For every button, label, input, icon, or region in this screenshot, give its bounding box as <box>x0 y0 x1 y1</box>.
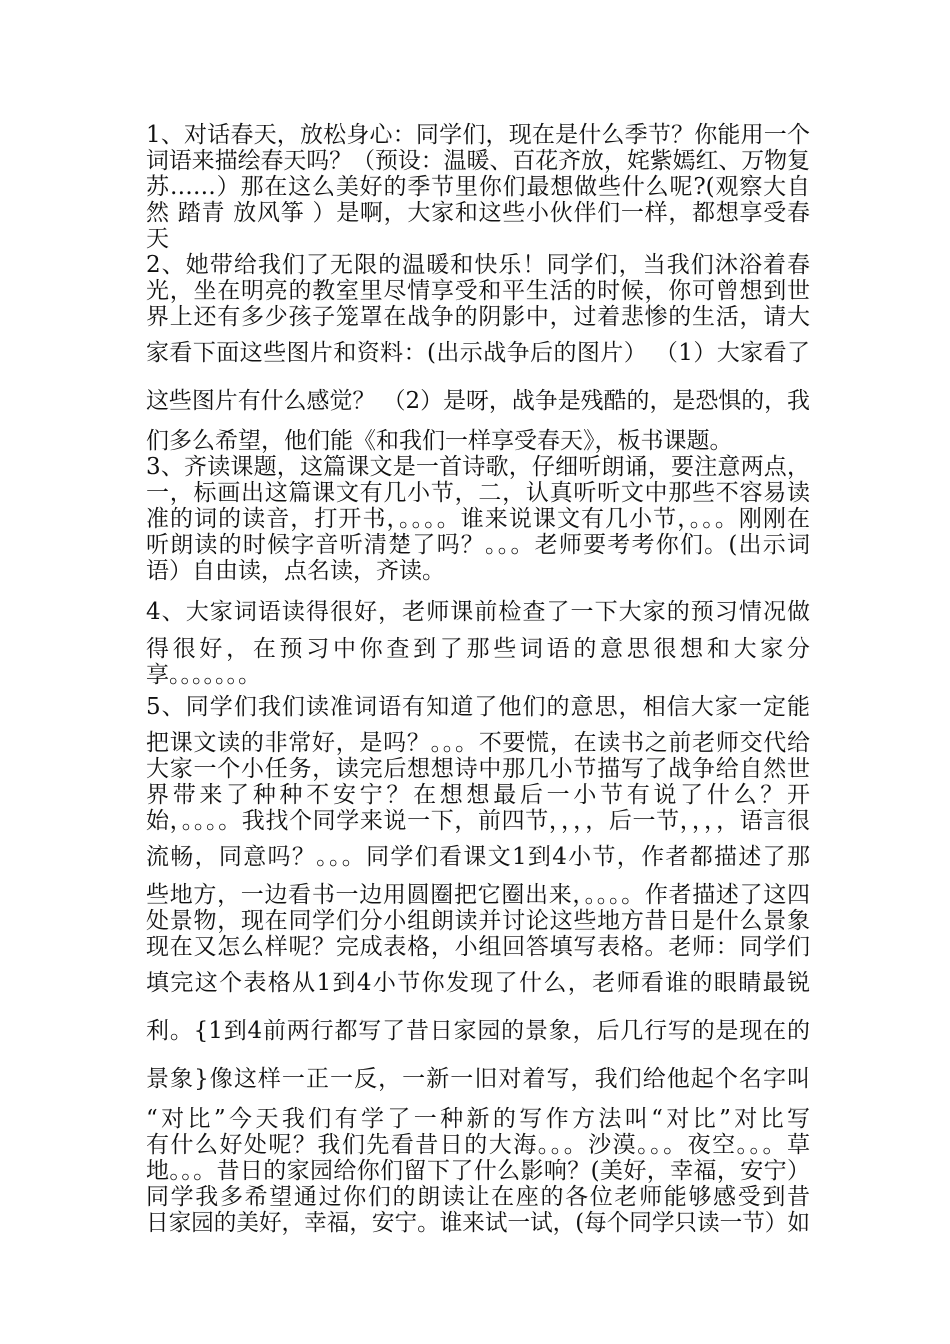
text-line: 4、大家词语读得很好，老师课前检查了一下大家的预习情况做 <box>146 599 810 625</box>
text-line: 1、对话春天，放松身心：同学们，现在是什么季节？你能用一个 <box>146 122 810 148</box>
text-line: 5、同学们我们读准词语有知道了他们的意思，相信大家一定能 <box>146 694 810 720</box>
text-line: 有什么好处呢？我们先看昔日的大海。。。沙漠。。。夜空。。。草 <box>146 1132 810 1158</box>
text-line: 家看下面这些图片和资料：(出示战争后的图片） （1）大家看了 <box>146 340 810 366</box>
text-line: “对比”今天我们有学了一种新的写作方法叫“对比”对比写 <box>146 1106 810 1132</box>
text-line: 处景物，现在同学们分小组朗读并讨论这些地方昔日是什么景象 <box>146 908 810 934</box>
text-line: 3、齐读课题，这篇课文是一首诗歌，仔细听朗诵，要注意两点， <box>146 454 810 480</box>
text-line: 地。。。昔日的家园给你们留下了什么影响？(美好，幸福，安宁） <box>146 1158 810 1184</box>
text-line: 准的词的读音，打开书，。。。。谁来说课文有几小节，。。。刚刚在 <box>146 506 810 532</box>
text-line: 天 <box>146 226 169 252</box>
text-line: 界上还有多少孩子笼罩在战争的阴影中，过着悲惨的生活，请大 <box>146 304 810 330</box>
text-line: 界带来了种种不安宁？在想想最后一小节有说了什么？开 <box>146 782 810 808</box>
text-line: 光，坐在明亮的教室里尽情享受和平生活的时候，你可曾想到世 <box>146 278 810 304</box>
text-line: 得很好，在预习中你查到了那些词语的意思很想和大家分 <box>146 636 810 662</box>
text-line: 语）自由读，点名读，齐读。 <box>146 558 445 584</box>
text-line: 苏……）那在这么美好的季节里你们最想做些什么呢?(观察大自 <box>146 174 810 200</box>
text-line: 现在又怎么样呢？完成表格，小组回答填写表格。老师：同学们 <box>146 934 810 960</box>
text-line: 日家园的美好，幸福，安宁。谁来试一试，(每个同学只读一节）如 <box>146 1210 810 1236</box>
text-line: 把课文读的非常好，是吗？。。。不要慌，在读书之前老师交代给 <box>146 730 810 756</box>
text-line: 始，。。。。我找个同学来说一下，前四节，，，，后一节，，，，语言很 <box>146 808 810 834</box>
text-line: 然 踏青 放风筝 ）是啊，大家和这些小伙伴们一样，都想享受春 <box>146 200 810 226</box>
text-line: 同学我多希望通过你们的朗读让在座的各位老师能够感受到昔 <box>146 1184 810 1210</box>
text-line: 填完这个表格从1到4小节你发现了什么，老师看谁的眼睛最锐 <box>146 970 810 996</box>
text-line: 流畅，同意吗？。。。同学们看课文1到4小节，作者都描述了那 <box>146 844 810 870</box>
text-line: 们多么希望，他们能《和我们一样享受春天》，板书课题。 <box>146 428 733 454</box>
text-line: 词语来描绘春天吗？（预设：温暖、百花齐放，姹紫嫣红、万物复 <box>146 148 810 174</box>
text-line: 这些图片有什么感觉？ （2）是呀，战争是残酷的，是恐惧的，我 <box>146 388 810 414</box>
text-line: 听朗读的时候字音听清楚了吗？。。。老师要考考你们。(出示词 <box>146 532 810 558</box>
text-line: 一，标画出这篇课文有几小节，二，认真听听文中那些不容易读 <box>146 480 810 506</box>
text-line: 利。{1到4前两行都写了昔日家园的景象，后几行写的是现在的 <box>146 1018 810 1044</box>
text-line: 大家一个小任务，读完后想想诗中那几小节描写了战争给自然世 <box>146 756 810 782</box>
text-line: 2、她带给我们了无限的温暖和快乐！同学们，当我们沐浴着春 <box>146 252 810 278</box>
text-line: 享。。。。。。。 <box>146 662 261 688</box>
text-line: 些地方，一边看书一边用圆圈把它圈出来，。。。。作者描述了这四 <box>146 882 810 908</box>
text-line: 景象}像这样一正一反，一新一旧对着写，我们给他起个名字叫 <box>146 1066 810 1092</box>
